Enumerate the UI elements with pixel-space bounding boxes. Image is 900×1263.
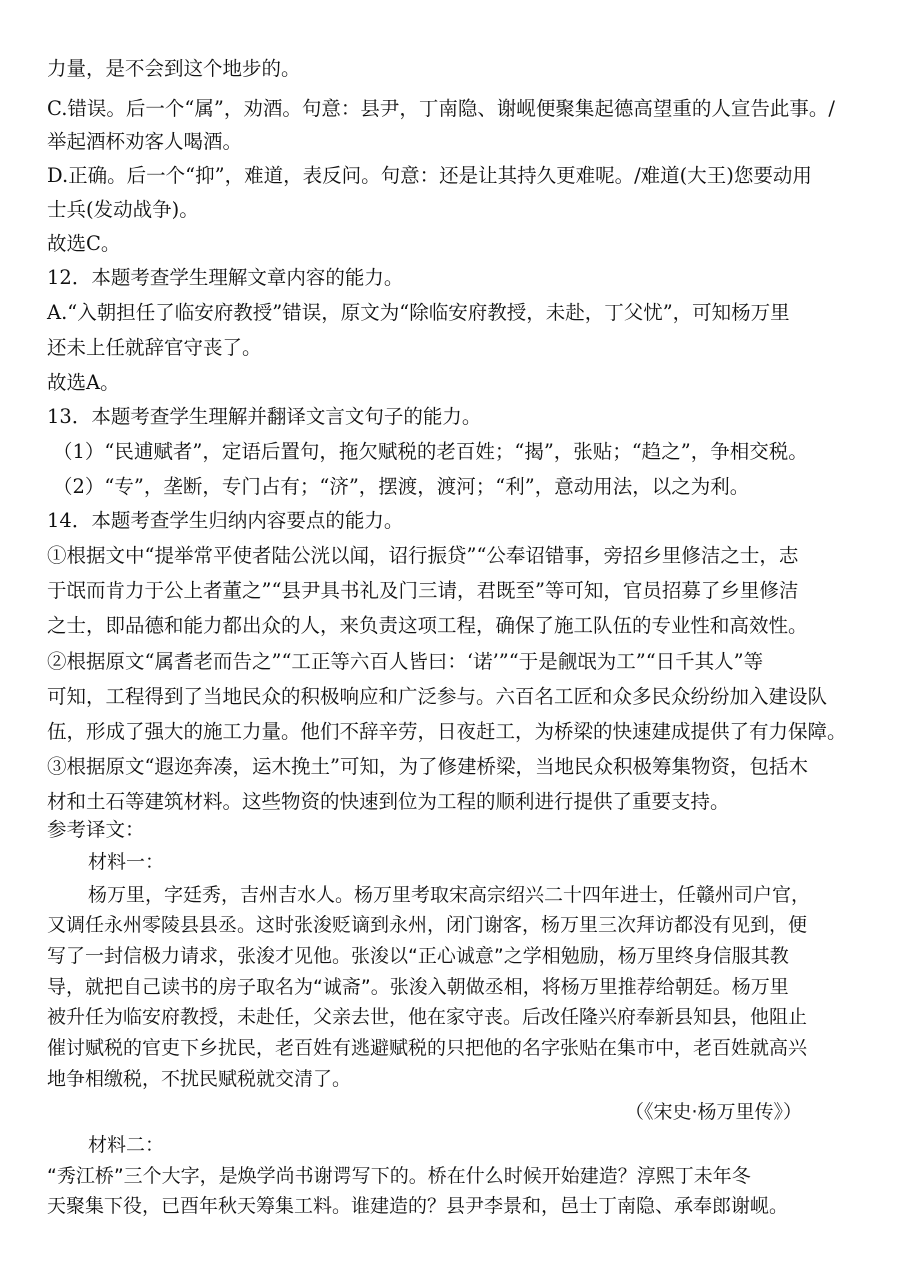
answer-line: ③根据原文“遐迩奔凑，运木挽土”可知，为了修建桥梁，当地民众积极筹集物资，包括木 xyxy=(47,755,808,778)
translation-line: 又调任永州零陵县县丞。这时张浚贬谪到永州，闭门谢客，杨万里三次拜访都没有见到，便 xyxy=(47,914,808,936)
translation-line: 写了一封信极力请求，张浚才见他。张浚以“正心诚意”之学相勉励，杨万里终身信服其教 xyxy=(47,945,789,967)
translation-line: 地争相缴税，不扰民赋税就交清了。 xyxy=(47,1068,352,1090)
answer-line: 举起酒杯劝客人喝酒。 xyxy=(47,130,243,153)
answer-line: 故选C。 xyxy=(47,232,121,255)
answer-line: 士兵(发动战争)。 xyxy=(47,198,199,221)
question-14-heading: 14．本题考查学生归纳内容要点的能力。 xyxy=(47,509,404,532)
answer-line: D.正确。后一个“抑”，难道，表反问。句意：还是让其持久更难呢。/难道(大王)您要动用 xyxy=(47,164,812,187)
answer-line: A.“入朝担任了临安府教授”错误，原文为“除临安府教授，未赴，丁父忧”，可知杨万里 xyxy=(47,301,790,324)
translation-line: 杨万里，字廷秀，吉州吉水人。杨万里考取宋高宗绍兴二十四年进士，任赣州司户官， xyxy=(88,884,811,906)
answer-line: 材和土石等建筑材料。这些物资的快速到位为工程的顺利进行提供了重要支持。 xyxy=(47,790,730,813)
material-two-title: 材料二： xyxy=(88,1134,165,1156)
answer-line: 故选A。 xyxy=(47,371,120,394)
question-13-heading: 13．本题考查学生理解并翻译文言文句子的能力。 xyxy=(47,405,482,428)
answer-line: 还未上任就辞官守丧了。 xyxy=(47,336,262,359)
material-one-title: 材料一： xyxy=(88,851,165,873)
translation-heading: 参考译文： xyxy=(47,818,145,841)
answer-line: 可知，工程得到了当地民众的积极响应和广泛参与。六百名工匠和众多民众纷纷加入建设队 xyxy=(47,685,828,708)
answer-line: （2）“专”，垄断，专门占有；“济”，摆渡，渡河；“利”，意动用法，以之为利。 xyxy=(53,475,750,498)
answer-line: ②根据原文“属耆老而告之”“工正等六百人皆曰：‘诺’”“于是觎氓为工”“日千其人”等 xyxy=(47,650,764,673)
answer-line: 力量，是不会到这个地步的。 xyxy=(47,57,301,80)
translation-line: 导，就把自己读书的房子取名为“诚斋”。张浚入朝做丞相，将杨万里推荐给朝廷。杨万里 xyxy=(47,976,789,998)
translation-line: “秀江桥”三个大字，是焕学尚书谢谔写下的。桥在什么时候开始建造？淳熙丁未年冬 xyxy=(47,1165,751,1187)
translation-line: 被升任为临安府教授，未赴任，父亲去世，他在家守丧。后改任隆兴府奉新县知县，他阻止 xyxy=(47,1006,808,1028)
answer-line: ①根据文中“提举常平使者陆公洸以闻，诏行振贷”“公奉诏错事，旁招乡里修洁之士，志 xyxy=(47,544,799,567)
source-citation: （《宋史·杨万里传》） xyxy=(624,1101,802,1123)
answer-line: （1）“民逋赋者”，定语后置句，拖欠赋税的老百姓；“揭”，张贴；“趋之”，争相交税。 xyxy=(53,440,808,463)
answer-line: 于氓而肯力于公上者董之”“县尹具书礼及门三请，君既至”等可知，官员招募了乡里修洁 xyxy=(47,579,799,602)
translation-line: 催讨赋税的官吏下乡扰民，老百姓有逃避赋税的只把他的名字张贴在集市中，老百姓就高兴 xyxy=(47,1037,808,1059)
translation-line: 天聚集下役，已酉年秋天筹集工料。谁建造的？县尹李景和，邑士丁南隐、承奉郎谢岘。 xyxy=(47,1195,789,1217)
answer-line: C.错误。后一个“属”，劝酒。句意：县尹，丁南隐、谢岘便聚集起德高望重的人宣告此事。/ xyxy=(47,97,835,120)
answer-line: 之士，即品德和能力都出众的人，来负责这项工程，确保了施工队伍的专业性和高效性。 xyxy=(47,614,808,637)
answer-line: 伍，形成了强大的施工力量。他们不辞辛劳，日夜赶工，为桥梁的快速建成提供了有力保障。 xyxy=(47,720,847,743)
question-12-heading: 12．本题考查学生理解文章内容的能力。 xyxy=(47,266,404,289)
